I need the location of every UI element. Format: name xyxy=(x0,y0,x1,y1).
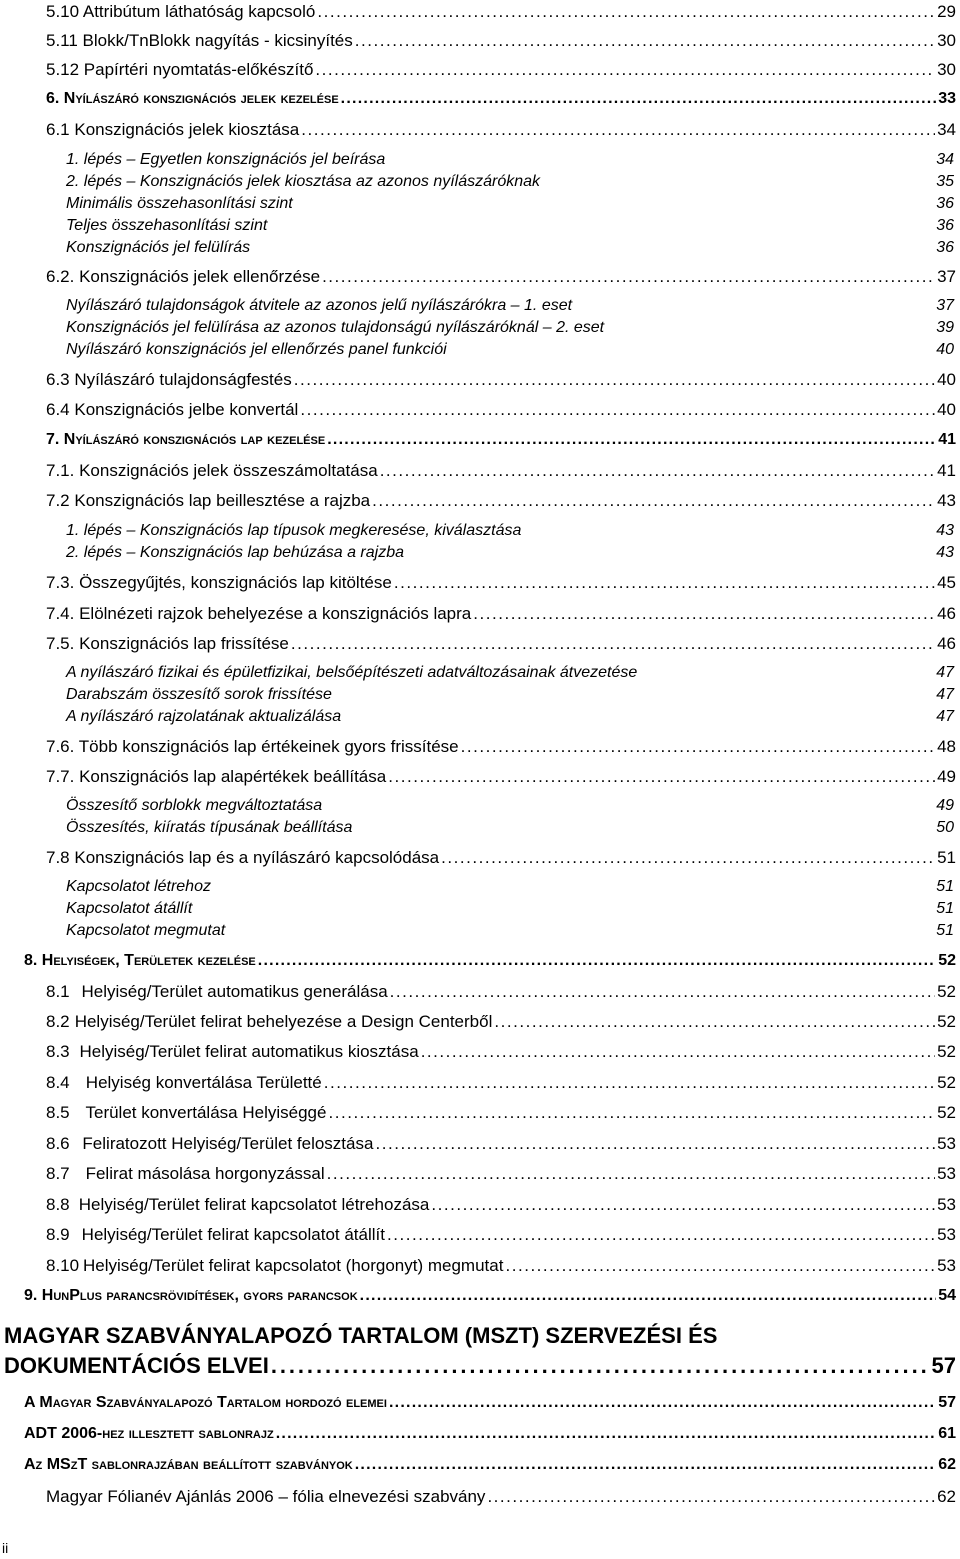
toc-entry-page: 40 xyxy=(937,400,956,419)
dot-leader xyxy=(301,120,935,140)
toc-entry-label: 7.2 Konszignációs lap beillesztése a rajzba xyxy=(46,491,371,510)
toc-entry[interactable] xyxy=(46,767,956,787)
dot-leader xyxy=(355,31,935,51)
dot-leader xyxy=(276,1425,937,1443)
toc-entry-page: 29 xyxy=(937,2,956,21)
toc-entry-page: 43 xyxy=(937,491,956,510)
toc-entry[interactable] xyxy=(46,634,956,654)
toc-entry-number: 8.7 xyxy=(46,1164,70,1183)
toc-entry-page: 61 xyxy=(938,1425,956,1442)
toc-entry-page: 47 xyxy=(936,686,954,703)
toc-entry[interactable] xyxy=(46,31,956,51)
dot-leader xyxy=(258,952,936,970)
toc-entry[interactable] xyxy=(46,1195,956,1215)
toc-entry-label: 5.11 Blokk/TnBlokk nagyítás - kicsinyítés xyxy=(46,31,353,50)
toc-entry-label: 5.10 Attribútum láthatóság kapcsoló xyxy=(46,2,316,21)
dot-leader xyxy=(461,737,935,757)
toc-entry[interactable] xyxy=(46,982,956,1002)
toc-entry-label: 8. Helyiségek, Területek kezelése xyxy=(24,952,256,969)
toc-entry-label: Összesítő sorblokk megváltoztatása xyxy=(66,797,323,814)
toc-entry-page: 34 xyxy=(937,120,956,139)
toc-entry-label: Az MSzT sablonrajzában beállított szabványok xyxy=(24,1456,353,1473)
toc-entry-page: 51 xyxy=(936,900,954,917)
dot-leader xyxy=(421,1042,935,1062)
toc-entry[interactable] xyxy=(66,878,954,896)
toc-entry-label: ADT 2006-hez illesztett sablonrajz xyxy=(24,1425,274,1442)
toc-entry[interactable] xyxy=(46,573,956,593)
toc-entry[interactable] xyxy=(24,1394,956,1412)
toc-entry-number: 8.1 xyxy=(46,982,70,1001)
toc-entry[interactable] xyxy=(66,297,954,315)
toc-entry-page: 52 xyxy=(937,982,956,1001)
toc-entry[interactable] xyxy=(46,1012,956,1032)
toc-entry-page: 41 xyxy=(937,461,956,480)
toc-entry[interactable] xyxy=(66,151,954,169)
toc-entry-label: Kapcsolatot megmutat xyxy=(66,922,226,939)
toc-entry-label: Teljes összehasonlítási szint xyxy=(66,217,268,234)
dot-leader xyxy=(487,1487,935,1507)
dot-leader xyxy=(360,1287,937,1305)
toc-entry[interactable] xyxy=(66,544,954,562)
toc-entry-label: 6.1 Konszignációs jelek kiosztása xyxy=(46,120,300,139)
toc-entry[interactable] xyxy=(46,1164,956,1184)
dot-leader xyxy=(291,634,935,654)
toc-entry[interactable] xyxy=(24,1287,956,1305)
toc-entry-page: 46 xyxy=(937,604,956,623)
toc-entry[interactable] xyxy=(46,90,956,108)
dot-leader xyxy=(394,573,935,593)
toc-entry-label: 7.8 Konszignációs lap és a nyílászáró kapcsolódása xyxy=(46,848,440,867)
toc-entry-number: 8.2 xyxy=(46,1012,70,1031)
toc-entry-label: Magyar Fólianév Ajánlás 2006 – fólia elnevezési szabvány xyxy=(46,1487,486,1506)
toc-entry-page: 40 xyxy=(936,341,954,358)
toc-entry-label: Helyiség/Terület felirat kapcsolatot létrehozása xyxy=(78,1195,430,1214)
toc-entry-page: 50 xyxy=(936,819,954,836)
toc-entry-label: Helyiség/Terület felirat kapcsolatot (horgonyt) megmutat xyxy=(82,1256,504,1275)
toc-entry[interactable] xyxy=(46,848,956,868)
toc-entry-label: 6.2. Konszignációs jelek ellenőrzése xyxy=(46,267,321,286)
toc-entry-label: A nyílászáró fizikai és épületfizikai, belsőépítészeti adatváltozásainak átvezetése xyxy=(66,664,638,681)
toc-entry[interactable] xyxy=(46,60,956,80)
toc-entry-page: 43 xyxy=(936,544,954,561)
toc-entry[interactable] xyxy=(66,522,954,540)
toc-entry-label: Konszignációs jel felülírása az azonos tulajdonságú nyílászáróknál – 2. eset xyxy=(66,319,605,336)
toc-entry-page: 40 xyxy=(937,370,956,389)
toc-entry-label: Terület konvertálása Helyiséggé xyxy=(85,1103,327,1122)
toc-entry[interactable] xyxy=(46,604,956,624)
toc-top-heading-line1: MAGYAR SZABVÁNYALAPOZÓ TARTALOM (MSZT) SZERVEZÉSI ÉS xyxy=(4,1323,718,1348)
dot-leader xyxy=(375,1134,935,1154)
toc-entry[interactable] xyxy=(46,1225,956,1245)
toc-entry-label: Darabszám összesítő sorok frissítése xyxy=(66,686,332,703)
toc-entry-label: Helyiség konvertálása Területté xyxy=(85,1073,322,1092)
toc-entry[interactable] xyxy=(66,239,954,257)
toc-entry[interactable] xyxy=(66,686,954,704)
toc-entry-page: 30 xyxy=(937,31,956,50)
toc-entry-label: 9. HunPlus parancsrövidítések, gyors parancsok xyxy=(24,1287,358,1304)
toc-entry-page: 39 xyxy=(936,319,954,336)
dot-leader xyxy=(327,1164,935,1184)
toc-entry-label: 7.6. Több konszignációs lap értékeinek gyors frissítése xyxy=(46,737,459,756)
toc-entry[interactable] xyxy=(4,1353,956,1379)
dot-leader xyxy=(322,267,935,287)
dot-leader xyxy=(327,431,936,449)
toc-entry-page: 51 xyxy=(936,878,954,895)
toc-entry-label: A Magyar Szabványalapozó Tartalom hordozó elemei xyxy=(24,1394,387,1411)
toc-entry-page: 47 xyxy=(936,664,954,681)
dot-leader xyxy=(324,1073,935,1093)
dot-leader xyxy=(300,400,935,420)
toc-entry[interactable] xyxy=(46,1103,956,1123)
toc-entry[interactable] xyxy=(46,737,956,757)
toc-entry-page: 45 xyxy=(937,573,956,592)
dot-leader xyxy=(505,1256,935,1276)
toc-entry-label: Összesítés, kiíratás típusának beállítása xyxy=(66,819,353,836)
toc-entry-page: 36 xyxy=(936,239,954,256)
toc-entry-label: 7.7. Konszignációs lap alapértékek beállítása xyxy=(46,767,387,786)
dot-leader xyxy=(372,491,935,511)
toc-entry[interactable] xyxy=(66,900,954,918)
toc-entry-label: Konszignációs jel felülírás xyxy=(66,239,251,256)
toc-entry-number: 8.6 xyxy=(46,1134,70,1153)
toc-entry[interactable] xyxy=(46,1042,956,1062)
toc-entry-page: 35 xyxy=(936,173,954,190)
toc-entry-page: 51 xyxy=(937,848,956,867)
toc-entry[interactable] xyxy=(46,1073,956,1093)
toc-entry[interactable] xyxy=(24,952,956,970)
toc-entry-page: 36 xyxy=(936,217,954,234)
toc-entry-label: Felirat másolása horgonyzással xyxy=(85,1164,325,1183)
toc-entry[interactable] xyxy=(66,173,954,191)
toc-entry[interactable] xyxy=(66,195,954,213)
toc-entry-label: 1. lépés – Konszignációs lap típusok megkeresése, kiválasztása xyxy=(66,522,522,539)
toc-entry-page: 52 xyxy=(937,1073,956,1092)
toc-entry-number: 8.9 xyxy=(46,1225,70,1244)
toc-entry-page: 57 xyxy=(938,1394,956,1411)
toc-entry[interactable] xyxy=(46,2,956,22)
dot-leader xyxy=(390,982,935,1002)
dot-leader xyxy=(317,2,935,22)
toc-entry-number: 8.4 xyxy=(46,1073,70,1092)
toc-entry[interactable] xyxy=(46,491,956,511)
toc-entry[interactable] xyxy=(46,370,956,390)
dot-leader xyxy=(494,1012,935,1032)
toc-entry-label: Nyílászáró konszignációs jel ellenőrzés panel funkciói xyxy=(66,341,447,358)
toc-entry-page: 53 xyxy=(937,1256,956,1275)
toc-entry-label: 7.1. Konszignációs jelek összeszámoltatása xyxy=(46,461,378,480)
dot-leader xyxy=(431,1195,935,1215)
toc-entry[interactable] xyxy=(46,1256,956,1276)
toc-entry-label: Nyílászáró tulajdonságok átvitele az azonos jelű nyílászárókra – 1. eset xyxy=(66,297,573,314)
toc-entry[interactable] xyxy=(46,400,956,420)
toc-entry-page: 52 xyxy=(937,1103,956,1122)
page-number: ii xyxy=(2,1540,9,1556)
toc-entry-page: 30 xyxy=(937,60,956,79)
toc-entry-label: DOKUMENTÁCIÓS ELVEI xyxy=(4,1353,269,1378)
toc-entry[interactable] xyxy=(46,267,956,287)
toc-entry-label: 7. Nyílászáró konszignációs lap kezelése xyxy=(46,431,326,448)
toc-entry-page: 52 xyxy=(938,952,956,969)
dot-leader xyxy=(294,370,935,390)
toc-entry-number: 8.5 xyxy=(46,1103,70,1122)
toc-entry-number: 8.8 xyxy=(46,1195,70,1214)
dot-leader xyxy=(315,60,935,80)
toc-entry-page: 53 xyxy=(937,1164,956,1183)
toc-entry[interactable] xyxy=(66,217,954,235)
toc-entry-label: 7.4. Elölnézeti rajzok behelyezése a konszignációs lapra xyxy=(46,604,472,623)
toc-entry-label: 1. lépés – Egyetlen konszignációs jel beírása xyxy=(66,151,386,168)
toc-entry-page: 53 xyxy=(937,1225,956,1244)
toc-entry-page: 57 xyxy=(931,1353,956,1378)
dot-leader xyxy=(388,767,935,787)
toc-entry[interactable] xyxy=(46,461,956,481)
toc-entry-page: 62 xyxy=(938,1456,956,1473)
toc-entry[interactable] xyxy=(66,708,954,726)
toc-entry-label: Feliratozott Helyiség/Terület felosztása xyxy=(82,1134,374,1153)
toc-entry-page: 36 xyxy=(936,195,954,212)
toc-entry-page: 34 xyxy=(936,151,954,168)
toc-entry-number: 8.10 xyxy=(46,1256,80,1275)
toc-entry-label: 6.3 Nyílászáró tulajdonságfestés xyxy=(46,370,292,389)
toc-entry-page: 37 xyxy=(937,267,956,286)
toc-entry-label: Helyiség/Terület automatikus generálása xyxy=(81,982,388,1001)
toc-entry[interactable] xyxy=(66,664,954,682)
toc-entry-label: 6.4 Konszignációs jelbe konvertál xyxy=(46,400,299,419)
toc-entry[interactable] xyxy=(46,431,956,449)
dot-leader xyxy=(355,1456,936,1474)
toc-entry[interactable] xyxy=(66,319,954,337)
toc-entry-page: 54 xyxy=(938,1287,956,1304)
toc-entry[interactable] xyxy=(24,1456,956,1474)
toc-entry-label: Minimális összehasonlítási szint xyxy=(66,195,293,212)
toc-entry-label: A nyílászáró rajzolatának aktualizálása xyxy=(66,708,342,725)
toc-entry-label: 2. lépés – Konszignációs jelek kiosztása az azonos nyílászáróknak xyxy=(66,173,541,190)
toc-entry-label: 6. Nyílászáró konszignációs jelek kezelése xyxy=(46,90,339,107)
toc-entry-label: Kapcsolatot átállít xyxy=(66,900,193,917)
dot-leader xyxy=(441,848,935,868)
dot-leader xyxy=(328,1103,935,1123)
toc-entry[interactable] xyxy=(24,1425,956,1443)
toc-entry-page: 49 xyxy=(937,767,956,786)
toc-entry-page: 52 xyxy=(937,1042,956,1061)
toc-entry-page: 46 xyxy=(937,634,956,653)
toc-entry-page: 62 xyxy=(937,1487,956,1506)
toc-entry[interactable] xyxy=(66,922,954,940)
toc-entry-label: Helyiség/Terület felirat kapcsolatot átállít xyxy=(81,1225,385,1244)
toc-entry-page: 53 xyxy=(937,1195,956,1214)
toc-entry-page: 41 xyxy=(938,431,956,448)
toc-entry-label: Kapcsolatot létrehoz xyxy=(66,878,211,895)
toc-entry-label: 2. lépés – Konszignációs lap behúzása a rajzba xyxy=(66,544,404,561)
toc-entry-page: 43 xyxy=(936,522,954,539)
toc-entry[interactable] xyxy=(66,341,954,359)
toc-entry[interactable] xyxy=(46,1134,956,1154)
toc-entry-page: 51 xyxy=(936,922,954,939)
toc-entry[interactable] xyxy=(66,797,954,815)
toc-entry-page: 48 xyxy=(937,737,956,756)
toc-entry-page: 37 xyxy=(936,297,954,314)
toc-entry-label: Helyiség/Terület felirat behelyezése a Design Centerből xyxy=(74,1012,493,1031)
toc-entry-label: 7.5. Konszignációs lap frissítése xyxy=(46,634,289,653)
dot-leader xyxy=(473,604,935,624)
dot-leader xyxy=(380,461,935,481)
dot-leader xyxy=(341,90,937,108)
toc-entry[interactable] xyxy=(46,120,956,140)
dot-leader xyxy=(387,1225,935,1245)
dot-leader xyxy=(271,1353,930,1379)
toc-entry-number: 8.3 xyxy=(46,1042,70,1061)
dot-leader xyxy=(389,1394,936,1412)
toc-entry-page: 33 xyxy=(938,90,956,107)
toc-entry[interactable] xyxy=(66,819,954,837)
toc-entry-label: 7.3. Összegyűjtés, konszignációs lap kitöltése xyxy=(46,573,392,592)
toc-entry-page: 49 xyxy=(936,797,954,814)
toc-entry-label: 5.12 Papírtéri nyomtatás-előkészítő xyxy=(46,60,314,79)
toc-entry-label: Helyiség/Terület felirat automatikus kiosztása xyxy=(79,1042,419,1061)
toc-entry-page: 53 xyxy=(937,1134,956,1153)
toc-entry-page: 47 xyxy=(936,708,954,725)
toc-entry[interactable] xyxy=(46,1487,956,1507)
toc-entry-page: 52 xyxy=(937,1012,956,1031)
